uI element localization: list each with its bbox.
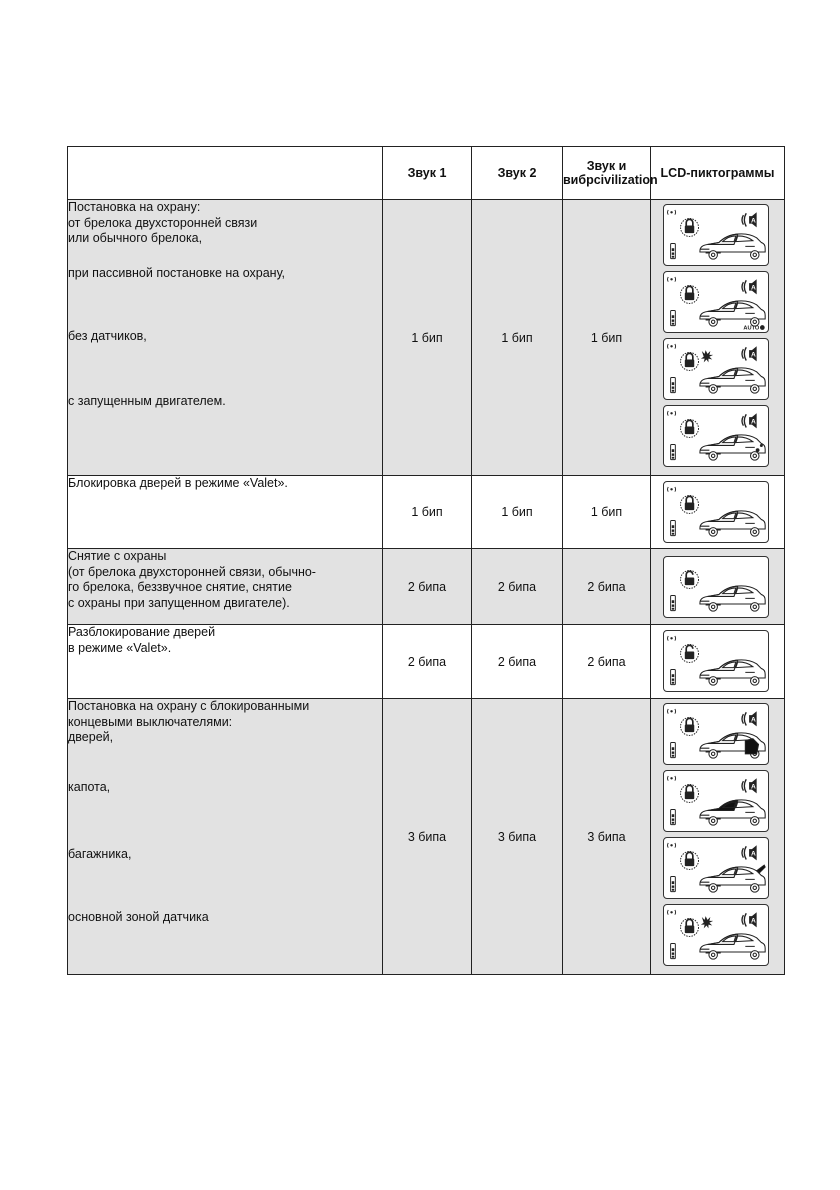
- row-sound-vibro: 1 бип: [563, 200, 651, 476]
- lock-closed-icon: [681, 918, 699, 936]
- header-sound1: Звук 1: [383, 147, 472, 200]
- siren-icon: [742, 845, 757, 860]
- lock-closed-icon: [681, 419, 699, 437]
- row-lcd-cell: [651, 699, 785, 975]
- row-sound2: 1 бип: [472, 200, 563, 476]
- lock-closed-icon: [681, 218, 699, 236]
- battery-icon: [671, 311, 676, 326]
- row-description: [68, 625, 383, 699]
- antenna-icon: [668, 210, 676, 215]
- row-item-text: при пассивной постановке на охрану,: [68, 266, 286, 280]
- battery-icon: [671, 244, 676, 259]
- lcd-armed-icon: [663, 204, 769, 266]
- lock-open-icon: [681, 570, 699, 588]
- row-description: [68, 200, 383, 476]
- siren-icon: [742, 346, 757, 361]
- header-sound-vibro-line2: вибрcivilization: [563, 173, 658, 187]
- svg-text:AUTO: AUTO: [743, 325, 760, 332]
- table-row: [68, 549, 785, 625]
- row-sound2: 2 бипа: [472, 549, 563, 625]
- row-item-text: Разблокирование дверей в режиме «Valet».: [68, 625, 216, 655]
- battery-icon: [671, 810, 676, 825]
- header-sound-vibro-line1: Звук и: [586, 159, 627, 173]
- row-item-text: Постановка на охрану: от брелока двухсторонней связи или обычного брелока,: [68, 200, 258, 245]
- lcd-armed-no-sensors-icon: [663, 338, 769, 400]
- antenna-icon: [668, 411, 676, 416]
- table-row: [68, 625, 785, 699]
- lcd-valet-unlock-icon: [663, 630, 769, 692]
- row-item-text: багажника,: [68, 847, 132, 861]
- row-sound2: 1 бип: [472, 476, 563, 549]
- lock-closed-icon: [681, 285, 699, 303]
- lock-closed-icon: [681, 784, 699, 802]
- car-icon: [700, 660, 765, 685]
- car-icon: [700, 368, 765, 393]
- table-row: [68, 699, 785, 975]
- battery-icon: [671, 521, 676, 536]
- siren-icon: [742, 912, 757, 927]
- row-item-text: капота,: [68, 780, 111, 794]
- battery-icon: [671, 378, 676, 393]
- table-header-row: [68, 147, 785, 200]
- battery-icon: [671, 445, 676, 460]
- lcd-disarmed-icon: [663, 556, 769, 618]
- row-item-text: Блокировка дверей в режиме «Valet».: [68, 476, 288, 490]
- antenna-icon: [668, 487, 676, 492]
- lcd-armed-door-open-icon: [663, 703, 769, 765]
- row-sound1: 2 бипа: [383, 549, 472, 625]
- row-sound1: 1 бип: [383, 200, 472, 476]
- row-lcd-cell: [651, 625, 785, 699]
- svg-text:A: A: [750, 217, 756, 225]
- lcd-armed-trunk-open-icon: [663, 837, 769, 899]
- svg-text:A: A: [750, 850, 756, 858]
- lcd-armed-auto-icon: [663, 271, 769, 333]
- row-sound2: 2 бипа: [472, 625, 563, 699]
- table-row: [68, 200, 785, 476]
- antenna-icon: [668, 910, 676, 915]
- row-lcd-cell: [651, 476, 785, 549]
- row-sound1: 1 бип: [383, 476, 472, 549]
- svg-text:A: A: [750, 783, 756, 791]
- svg-text:A: A: [750, 351, 756, 359]
- siren-icon: [742, 711, 757, 726]
- svg-text:A: A: [750, 284, 756, 292]
- row-sound-vibro: 2 бипа: [563, 625, 651, 699]
- car-icon: [700, 586, 765, 611]
- lock-open-icon: [681, 644, 699, 662]
- car-icon: [700, 301, 765, 326]
- table-row: [68, 476, 785, 549]
- row-sound-vibro: 3 бипа: [563, 699, 651, 975]
- antenna-icon: [668, 776, 676, 781]
- battery-icon: [671, 877, 676, 892]
- header-sound-vibro: [563, 147, 658, 200]
- lock-closed-icon: [681, 717, 699, 735]
- row-sound1: 2 бипа: [383, 625, 472, 699]
- lock-closed-icon: [681, 495, 699, 513]
- lcd-armed-engine-running-icon: [663, 405, 769, 467]
- sensor-burst-icon: [701, 350, 713, 362]
- row-sound1: 3 бипа: [383, 699, 472, 975]
- car-icon: [700, 511, 765, 536]
- battery-icon: [671, 944, 676, 959]
- row-item-text: без датчиков,: [68, 329, 147, 343]
- battery-icon: [671, 743, 676, 758]
- car-icon: [700, 800, 765, 825]
- siren-icon: [742, 778, 757, 793]
- row-sound-vibro: 2 бипа: [563, 549, 651, 625]
- antenna-icon: [668, 277, 676, 282]
- sensor-burst-icon: [701, 916, 713, 928]
- header-lcd: LCD-пиктограммы: [651, 147, 785, 200]
- car-icon: [700, 733, 765, 758]
- row-item-text: Снятие с охраны (от брелока двухсторонней связи, обычно- го брелока, беззвучное снятие, снятие с охраны при запущенном двигателе).: [68, 549, 316, 610]
- header-sound2: Звук 2: [472, 147, 563, 200]
- row-item-text: с запущенным двигателем.: [68, 394, 226, 408]
- car-icon: [700, 234, 765, 259]
- car-icon: [700, 865, 765, 892]
- row-item-text: Постановка на охрану с блокированными концевыми выключателями: дверей,: [68, 699, 310, 744]
- battery-icon: [671, 670, 676, 685]
- antenna-icon: [668, 344, 676, 349]
- row-sound-vibro: 1 бип: [563, 476, 651, 549]
- antenna-icon: [668, 843, 676, 848]
- antenna-icon: [668, 636, 676, 641]
- lcd-valet-lock-icon: [663, 481, 769, 543]
- row-description: [68, 476, 383, 549]
- battery-icon: [671, 596, 676, 611]
- svg-text:A: A: [750, 716, 756, 724]
- antenna-icon: [668, 709, 676, 714]
- lock-closed-icon: [681, 352, 699, 370]
- row-description: [68, 549, 383, 625]
- row-lcd-cell: [651, 549, 785, 625]
- row-sound2: 3 бипа: [472, 699, 563, 975]
- row-description: [68, 699, 383, 975]
- siren-icon: [742, 279, 757, 294]
- siren-icon: [742, 413, 757, 428]
- car-icon: [700, 435, 765, 460]
- row-lcd-cell: [651, 200, 785, 476]
- header-description: [68, 147, 383, 200]
- car-icon: [700, 934, 765, 959]
- signals-table: [67, 146, 785, 975]
- lcd-armed-sensor-zone-icon: [663, 904, 769, 966]
- svg-text:A: A: [750, 917, 756, 925]
- siren-icon: [742, 212, 757, 227]
- lcd-armed-hood-open-icon: [663, 770, 769, 832]
- row-item-text: основной зоной датчика: [68, 910, 209, 924]
- svg-text:A: A: [750, 418, 756, 426]
- lock-closed-icon: [681, 851, 699, 869]
